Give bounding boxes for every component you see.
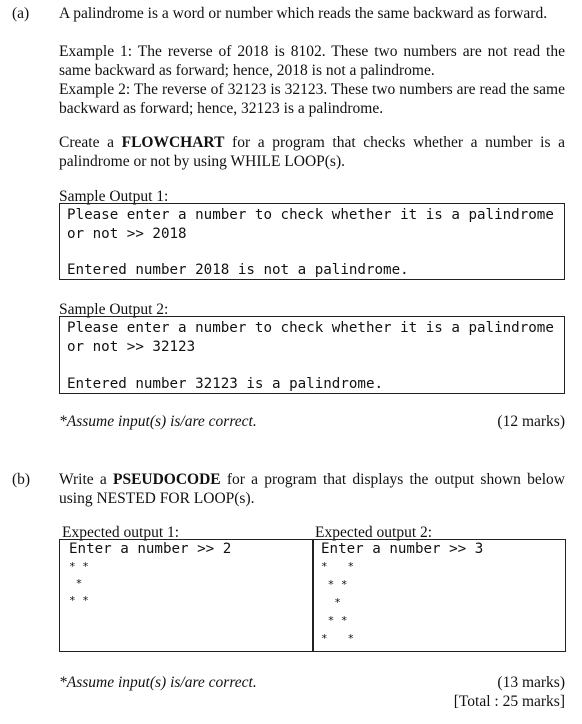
sample-output-2-title: Sample Output 2:: [59, 301, 169, 318]
sample-output-1-title: Sample Output 1:: [59, 188, 169, 205]
expected-output-table: [59, 539, 566, 652]
part-a-intro: A palindrome is a word or number which reads the same backward as forward.: [59, 5, 548, 22]
part-a-task: [59, 133, 565, 171]
sample-output-2-box: [59, 316, 565, 394]
table-divider: [312, 540, 314, 651]
expected-output-1-cell: [69, 541, 231, 609]
task-suffix: for a program that checks whether a number is a palindrome or not by using WHILE LOOP(s).: [59, 134, 566, 170]
expected-1-line-4: * *: [69, 594, 89, 607]
part-b-task: [59, 470, 565, 508]
sample-output-1-box: [59, 203, 565, 280]
expected-2-line-1: Enter a number >> 3: [321, 541, 484, 557]
example-2: Example 2: The reverse of 32123 is 32123. These two numbers are read the same backward as forward; hence, 32123 is a palindrome.: [59, 81, 565, 117]
example-1: Example 1: The reverse of 2018 is 8102. These two numbers are not read the same backward as forward; hence, 2018 is not a palindrome.: [59, 43, 565, 79]
sample-1-line-1: Please enter a number to check whether it is a palindrome: [67, 207, 554, 223]
part-a-marks: (12 marks): [497, 413, 565, 430]
expected-2-line-3: * *: [321, 578, 348, 591]
sample-1-line-3: Entered number 2018 is not a palindrome.: [67, 262, 409, 278]
sample-2-line-2: or not >> 32123: [67, 339, 196, 355]
expected-1-line-3: *: [69, 577, 83, 590]
task-keyword-pseudocode: PSEUDOCODE: [112, 471, 221, 488]
sample-2-line-1: Please enter a number to check whether it is a palindrome: [67, 320, 554, 336]
part-b-assumption: *Assume input(s) is/are correct.: [59, 674, 257, 691]
expected-output-1-title: Expected output 1:: [62, 524, 180, 541]
expected-2-line-2: * *: [321, 560, 355, 573]
expected-2-line-4: *: [321, 596, 341, 609]
expected-2-line-5: * *: [321, 614, 348, 627]
part-a-assumption: *Assume input(s) is/are correct.: [59, 413, 257, 430]
task-prefix: Create a: [59, 134, 122, 151]
expected-1-line-1: Enter a number >> 2: [69, 541, 232, 557]
expected-2-line-6: * *: [321, 632, 355, 645]
expected-output-2-cell: [321, 541, 483, 648]
sample-1-line-2: or not >> 2018: [67, 226, 187, 242]
total-marks: [Total : 25 marks]: [453, 693, 565, 710]
sample-2-line-3: Entered number 32123 is a palindrome.: [67, 376, 384, 392]
expected-output-2-title: Expected output 2:: [315, 524, 433, 541]
part-a-label: (a): [12, 5, 30, 22]
task-suffix: for a program that displays the output shown below using NESTED FOR LOOP(s).: [59, 471, 565, 507]
expected-1-line-2: * *: [69, 560, 89, 573]
task-keyword-flowchart: FLOWCHART: [121, 134, 225, 151]
part-b-label: (b): [12, 471, 31, 488]
part-b-marks: (13 marks): [497, 674, 565, 691]
task-prefix: Write a: [59, 471, 113, 488]
